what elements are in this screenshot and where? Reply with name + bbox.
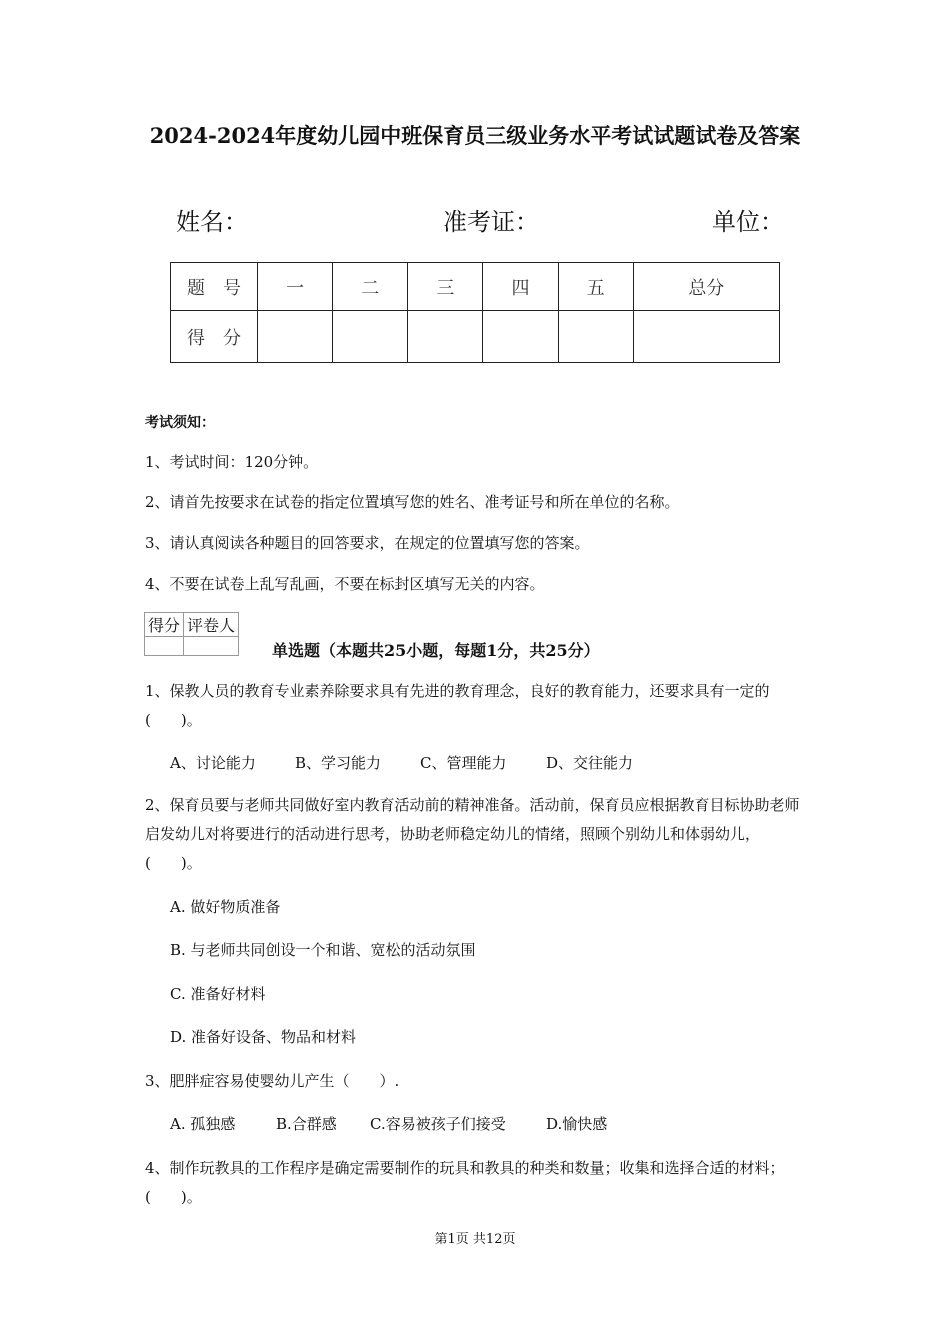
- q2-option-b: B. 与老师共同创设一个和谐、宽松的活动氛围: [170, 941, 476, 959]
- score-table-score-row: [171, 311, 780, 363]
- q3-option-b: B.合群感: [276, 1115, 337, 1133]
- header-cell-2: 二: [333, 263, 408, 311]
- notice-heading: 考试须知：: [145, 415, 215, 431]
- name-label: 姓名：: [176, 208, 248, 236]
- question-4: 4、制作玩教具的工作程序是确定需要制作的玩具和教具的种类和数量；收集和选择合适的材料；( )。: [145, 1159, 785, 1206]
- question-3: 3、肥胖症容易使婴幼儿产生（ ）.: [145, 1072, 400, 1090]
- score-table-header-row: [171, 263, 780, 311]
- grader-reviewer-cell: [184, 637, 239, 656]
- question-2: 2、保育员要与老师共同做好室内教育活动前的精神准备。活动前，保育员应根据教育目标协助老师启发幼儿对将要进行的活动进行思考，协助老师稳定幼儿的情绪，照顾个别幼儿和体弱幼儿，( )。: [145, 796, 800, 872]
- score-cell-2: [333, 311, 408, 363]
- header-cell-1: 一: [258, 263, 333, 311]
- q1-option-d: D、交往能力: [546, 754, 634, 772]
- q3-option-a: A. 孤独感: [170, 1115, 236, 1133]
- q1-option-c: C、管理能力: [420, 754, 507, 772]
- exam-number-label: 准考证：: [443, 208, 539, 236]
- score-table: [170, 262, 780, 363]
- notice-item: 4、不要在试卷上乱写乱画，不要在标封区填写无关的内容。: [145, 575, 545, 593]
- score-cell-1: [258, 311, 333, 363]
- grader-reviewer-label: 评卷人: [184, 613, 239, 637]
- question-1: 1、保教人员的教育专业素养除要求具有先进的教育理念，良好的教育能力，还要求具有一定的( )。: [145, 682, 770, 729]
- score-cell-4: [483, 311, 558, 363]
- q2-option-a: A. 做好物质准备: [170, 898, 281, 916]
- notice-item: 2、请首先按要求在试卷的指定位置填写您的姓名、准考证号和所在单位的名称。: [145, 493, 680, 511]
- header-cell-number: 题 号: [171, 263, 258, 311]
- notice-item: 3、请认真阅读各种题目的回答要求，在规定的位置填写您的答案。: [145, 534, 590, 552]
- grader-score-label: 得分: [145, 613, 184, 637]
- score-cell-5: [558, 311, 633, 363]
- header-cell-total: 总分: [633, 263, 779, 311]
- header-cell-3: 三: [408, 263, 483, 311]
- score-row-label: 得 分: [171, 311, 258, 363]
- header-cell-4: 四: [483, 263, 558, 311]
- notice-item: 1、考试时间：120分钟。: [145, 453, 319, 471]
- grader-score-cell: [145, 637, 184, 656]
- unit-label: 单位：: [712, 208, 784, 236]
- q2-option-c: C. 准备好材料: [170, 985, 266, 1003]
- header-cell-5: 五: [558, 263, 633, 311]
- page-footer: 第1页 共12页: [434, 1232, 516, 1247]
- score-cell-3: [408, 311, 483, 363]
- q1-option-b: B、学习能力: [295, 754, 382, 772]
- q3-option-d: D.愉快感: [546, 1115, 608, 1133]
- score-cell-total: [633, 311, 779, 363]
- document-title: 2024-2024年度幼儿园中班保育员三级业务水平考试试题试卷及答案: [149, 123, 801, 148]
- section-title: 单选题（本题共25小题，每题1分，共25分）: [272, 641, 600, 660]
- q3-option-c: C.容易被孩子们接受: [370, 1115, 506, 1133]
- q1-option-a: A、讨论能力: [170, 754, 256, 772]
- grader-box: [144, 612, 239, 656]
- q2-option-d: D. 准备好设备、物品和材料: [170, 1028, 357, 1046]
